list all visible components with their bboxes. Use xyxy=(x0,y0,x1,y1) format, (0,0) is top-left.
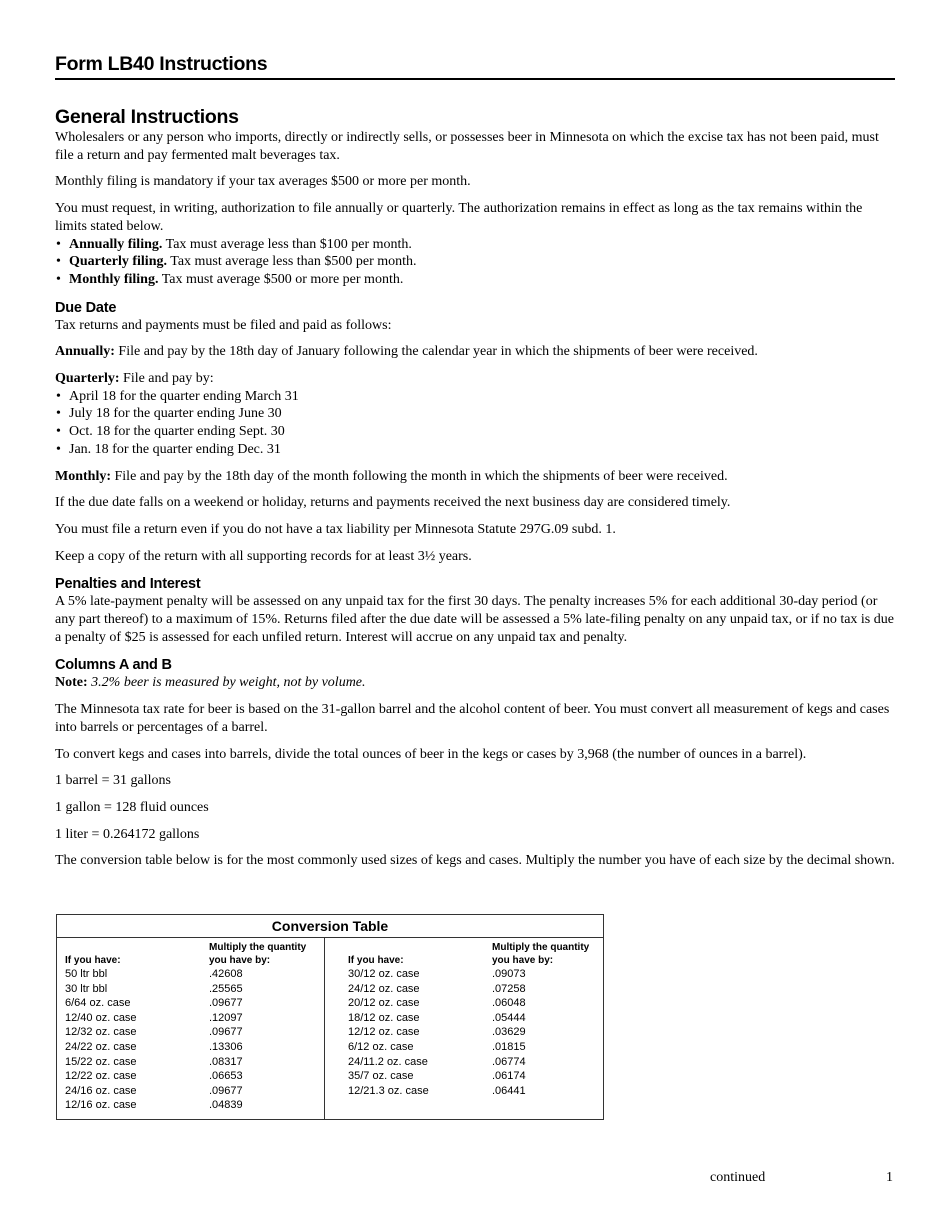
size-cell: 6/12 oz. case xyxy=(348,1040,414,1053)
multiplier-cell: .42608 xyxy=(209,968,243,980)
size-cell: 35/7 oz. case xyxy=(348,1070,414,1083)
table-row xyxy=(348,1040,603,1055)
size-cell: 12/21.3 oz. case xyxy=(348,1084,429,1097)
list-item: • Jan. 18 for the quarter ending Dec. 31 xyxy=(55,441,895,459)
multiplier-cell: .25565 xyxy=(209,982,243,995)
table-row xyxy=(348,967,603,982)
list-item: • April 18 for the quarter ending March 31 xyxy=(55,388,895,406)
multiplier-cell: .06774 xyxy=(492,1055,526,1068)
size-cell: 24/11.2 oz. case xyxy=(348,1055,428,1068)
size-cell: 12/40 oz. case xyxy=(65,1011,137,1024)
continued-label: continued xyxy=(710,1170,766,1185)
multiplier-cell: .09677 xyxy=(209,1026,243,1039)
due-date-intro: Tax returns and payments must be filed and paid as follows: xyxy=(55,317,392,333)
size-cell: 12/12 oz. case xyxy=(348,1026,420,1039)
conversion-table-left-column xyxy=(57,938,325,1119)
size-cell: 15/22 oz. case xyxy=(65,1055,137,1068)
table-row xyxy=(348,1011,603,1026)
size-cell: 20/12 oz. case xyxy=(348,997,420,1010)
general-paragraph-1: Wholesalers or any person who imports, directly or indirectly sells, or possesses beer in Minnesota on which the excise tax has not been paid, must file a return and pay fermented malt beverages tax. xyxy=(55,130,879,163)
size-cell: 24/22 oz. case xyxy=(65,1040,137,1053)
header-if-you-have: If you have: xyxy=(348,955,404,966)
due-date-heading: Due Date xyxy=(55,299,117,316)
page-title: Form LB40 Instructions xyxy=(55,52,895,80)
header-multiply: Multiply the quantity you have by: xyxy=(209,942,307,966)
multiplier-cell: .01815 xyxy=(492,1040,526,1053)
table-row xyxy=(348,1025,603,1040)
table-row xyxy=(348,1055,603,1070)
multiplier-cell: .08317 xyxy=(209,1055,243,1068)
table-row xyxy=(65,1098,324,1113)
size-cell: 24/12 oz. case xyxy=(348,982,420,995)
table-row xyxy=(65,996,324,1011)
table-row xyxy=(65,1025,324,1040)
multiplier-cell: .05444 xyxy=(492,1011,526,1024)
table-header xyxy=(65,940,324,967)
multiplier-cell: .04839 xyxy=(209,1099,243,1112)
page-number: 1 xyxy=(886,1170,893,1185)
table-row xyxy=(348,982,603,997)
size-cell: 50 ltr bbl xyxy=(65,968,108,980)
general-paragraph-2: Monthly filing is mandatory if your tax averages $500 or more per month. xyxy=(55,174,471,190)
list-item: • Quarterly filing. Tax must average less than $500 per month. xyxy=(55,253,895,271)
size-cell: 6/64 oz. case xyxy=(65,997,131,1010)
columns-paragraph-2: To convert kegs and cases into barrels, divide the total ounces of beer in the kegs or cases by 3,968 (the number of ounces in a barrel). xyxy=(55,746,807,762)
due-date-weekend: If the due date falls on a weekend or holiday, returns and payments received the next business day are considered timely. xyxy=(55,495,731,511)
size-cell: 30 ltr bbl xyxy=(65,982,108,995)
conversion-table-title: Conversion Table xyxy=(57,915,603,938)
general-paragraph-3: You must request, in writing, authorization to file annually or quarterly. The authorization remains in effect as long as the tax remains within the limits stated below. xyxy=(55,201,863,234)
multiplier-cell: .03629 xyxy=(492,1026,526,1039)
conversion-table-right-column xyxy=(325,938,603,1119)
table-row xyxy=(65,1011,324,1026)
due-date-annually: Annually: File and pay by the 18th day of January following the calendar year in which the shipments of beer were received. xyxy=(55,344,758,360)
liter-equation: 1 liter = 0.264172 gallons xyxy=(55,826,200,842)
size-cell: 18/12 oz. case xyxy=(348,1011,420,1024)
multiplier-cell: .07258 xyxy=(492,982,526,995)
penalties-heading: Penalties and Interest xyxy=(55,576,201,593)
header-if-you-have: If you have: xyxy=(65,955,121,966)
table-row xyxy=(348,1084,603,1099)
table-row xyxy=(348,996,603,1011)
size-cell: 12/32 oz. case xyxy=(65,1026,137,1039)
table-row xyxy=(348,1069,603,1084)
table-row xyxy=(65,1055,324,1070)
due-date-liability: You must file a return even if you do not have a tax liability per Minnesota Statute 297G.09 subd. 1. xyxy=(55,521,616,537)
filing-frequency-list xyxy=(55,236,895,289)
gallon-equation: 1 gallon = 128 fluid ounces xyxy=(55,799,209,815)
table-row xyxy=(65,982,324,997)
multiplier-cell: .06441 xyxy=(492,1084,526,1097)
due-date-copy: Keep a copy of the return with all supporting records for at least 3½ years. xyxy=(55,548,472,564)
multiplier-cell: .13306 xyxy=(209,1040,243,1053)
conversion-table xyxy=(56,914,604,1120)
columns-paragraph-1: The Minnesota tax rate for beer is based on the 31-gallon barrel and the alcohol content of beer. You must convert all measurement of kegs and cases into barrels or percentages of a barrel. xyxy=(55,702,890,735)
columns-note: Note: 3.2% beer is measured by weight, not by volume. xyxy=(55,675,366,691)
due-date-quarterly: Quarterly: File and pay by: xyxy=(55,371,214,387)
table-header xyxy=(348,940,603,967)
size-cell: 24/16 oz. case xyxy=(65,1084,137,1097)
due-date-monthly: Monthly: File and pay by the 18th day of the month following the month in which the shipments of beer were received. xyxy=(55,468,728,484)
multiplier-cell: .12097 xyxy=(209,1011,243,1024)
multiplier-cell: .06174 xyxy=(492,1070,526,1083)
penalties-text: A 5% late-payment penalty will be assessed on any unpaid tax for the first 30 days. The penalty increases 5% for each additional 30-day period (or any part thereof) to a maximum of 15%. Returns filed after the due date will be assessed a 5% late-filing penalty on any unpaid tax, or if no tax is due a penalty of $25 is assessed for each unfiled return. Interest will accrue on any unpaid tax and penalty. xyxy=(55,594,894,645)
header-multiply: Multiply the quantity you have by: xyxy=(492,942,590,966)
multiplier-cell: .06653 xyxy=(209,1070,243,1083)
table-row xyxy=(65,1084,324,1099)
size-cell: 12/16 oz. case xyxy=(65,1099,137,1112)
quarterly-deadlines-list xyxy=(55,388,895,459)
multiplier-cell: .06048 xyxy=(492,997,526,1010)
multiplier-cell: .09677 xyxy=(209,997,243,1010)
size-cell: 30/12 oz. case xyxy=(348,968,420,980)
general-instructions-heading: General Instructions xyxy=(55,106,239,128)
table-row xyxy=(65,1069,324,1084)
barrel-equation: 1 barrel = 31 gallons xyxy=(55,773,171,789)
multiplier-cell: .09073 xyxy=(492,968,526,980)
table-row xyxy=(65,1040,324,1055)
document-page xyxy=(55,52,895,879)
list-item: • Monthly filing. Tax must average $500 or more per month. xyxy=(55,271,895,289)
list-item: • Oct. 18 for the quarter ending Sept. 30 xyxy=(55,423,895,441)
size-cell: 12/22 oz. case xyxy=(65,1070,137,1083)
list-item: • July 18 for the quarter ending June 30 xyxy=(55,405,895,423)
list-item: • Annually filing. Tax must average less than $100 per month. xyxy=(55,236,895,254)
columns-paragraph-3: The conversion table below is for the most commonly used sizes of kegs and cases. Multiply the number you have of each size by the decimal shown. xyxy=(55,853,895,869)
multiplier-cell: .09677 xyxy=(209,1084,243,1097)
columns-heading: Columns A and B xyxy=(55,657,172,674)
table-row xyxy=(65,967,324,982)
